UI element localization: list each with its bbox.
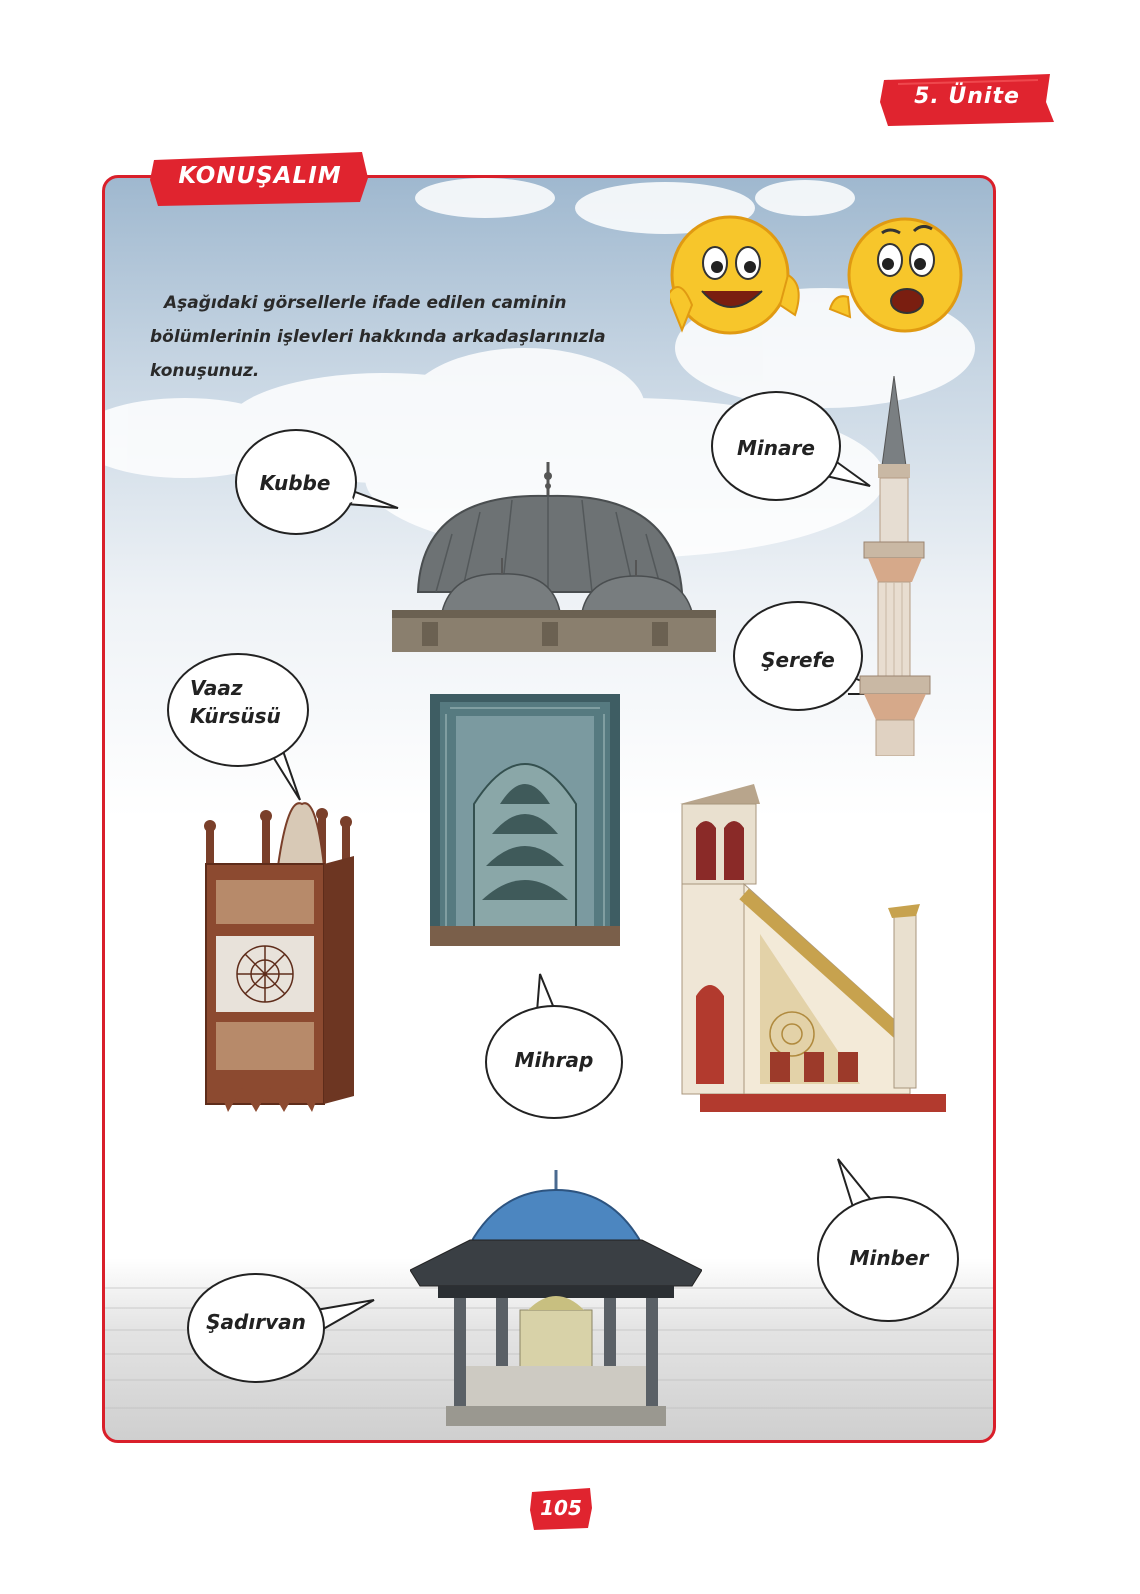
- minaret-image: [856, 376, 934, 756]
- label-minare: Minare: [737, 436, 815, 460]
- instruction-text: Aşağıdaki görsellerle ifade edilen caminin bölümlerinin işlevleri hakkında arkadaşlarınızla konuşunuz.: [150, 293, 606, 381]
- dome-image: [392, 462, 716, 652]
- talking-emojis: [670, 205, 970, 340]
- unit-tag: [878, 72, 1056, 128]
- emoji-left-icon: [670, 217, 799, 333]
- label-vaaz-line2: Kürsüsü: [190, 704, 281, 728]
- pulpit-image: [198, 796, 358, 1112]
- speech-bubble-minber: [812, 1155, 962, 1327]
- minbar-image: [680, 784, 946, 1116]
- label-vaaz-line1: Vaaz: [190, 676, 243, 700]
- label-vaaz-kursusu: [190, 674, 281, 730]
- emoji-right-icon: [830, 219, 961, 331]
- label-minber: Minber: [849, 1246, 929, 1270]
- mihrab-image: [430, 694, 620, 946]
- section-title: KONUŞALIM: [178, 163, 342, 189]
- page-number-tag: [528, 1486, 594, 1530]
- label-sadirvan: Şadırvan: [206, 1310, 306, 1334]
- label-serefe: Şerefe: [761, 648, 835, 672]
- page-number: 105: [540, 1496, 582, 1520]
- label-mihrap: Mihrap: [514, 1048, 594, 1072]
- label-kubbe: Kubbe: [259, 471, 331, 495]
- fountain-image: [410, 1170, 702, 1426]
- section-tag: [150, 150, 370, 206]
- unit-label: 5. Ünite: [914, 84, 1020, 109]
